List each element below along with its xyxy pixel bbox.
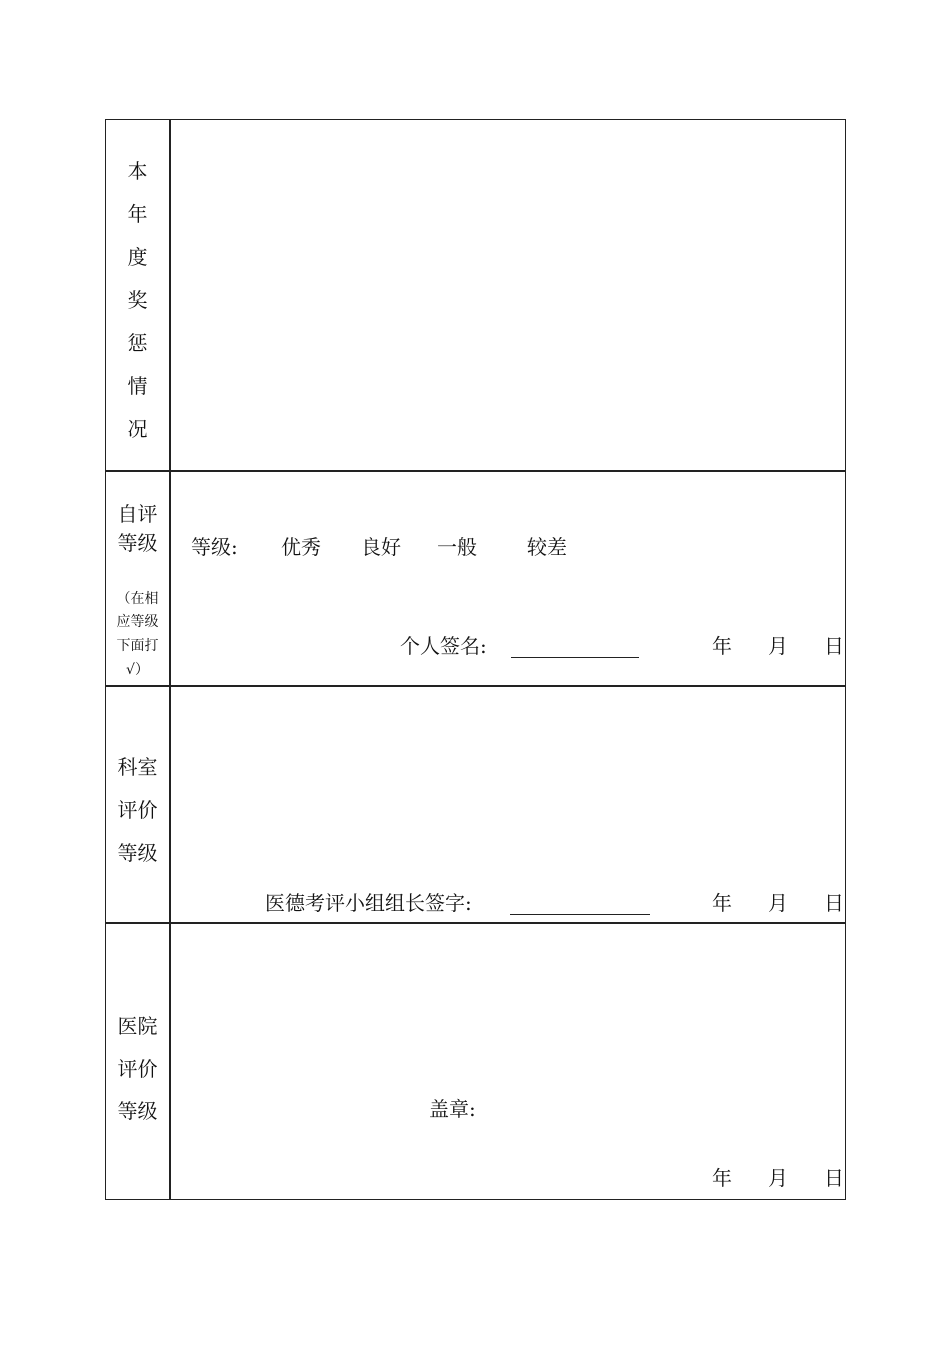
dept-eval-date-year: 年: [712, 891, 732, 915]
personal-signature-line[interactable]: [511, 657, 639, 658]
rewards-label-char: 况: [127, 417, 148, 441]
rewards-label-char: 年: [127, 202, 148, 226]
self-eval-note-line: √）: [126, 662, 149, 678]
dept-eval-date-day: 日: [824, 891, 844, 915]
row-divider-1: [106, 470, 845, 472]
hospital-eval-label-line: 医院: [117, 1014, 158, 1038]
self-eval-note-line: 下面打: [116, 638, 159, 654]
dept-eval-label-line: 科室: [117, 755, 158, 779]
rewards-label-char: 情: [127, 374, 148, 398]
self-eval-note-line: 应等级: [116, 614, 159, 630]
dept-eval-label-line: 评价: [117, 798, 158, 822]
rewards-content-area[interactable]: [171, 122, 843, 468]
seal-label: 盖章:: [429, 1097, 476, 1121]
grade-option-excellent[interactable]: 优秀: [281, 535, 321, 559]
rewards-label-char: 本: [127, 159, 148, 183]
dept-eval-label-line: 等级: [117, 841, 158, 865]
dept-signature-label: 医德考评小组组长签字:: [265, 891, 472, 915]
self-eval-date-day: 日: [824, 634, 844, 658]
self-eval-date-year: 年: [712, 634, 732, 658]
dept-eval-date-month: 月: [768, 891, 788, 915]
hospital-eval-date-year: 年: [712, 1166, 732, 1190]
grade-label: 等级:: [191, 535, 238, 559]
hospital-eval-date-day: 日: [824, 1166, 844, 1190]
grade-option-average[interactable]: 一般: [437, 535, 477, 559]
rewards-label-char: 奖: [127, 288, 148, 312]
evaluation-form: [105, 119, 846, 1200]
self-eval-label-line: 等级: [117, 531, 158, 555]
self-eval-note-line: （在相: [116, 591, 159, 607]
hospital-eval-label-line: 评价: [117, 1057, 158, 1081]
rewards-label-char: 度: [127, 245, 148, 269]
personal-signature-label: 个人签名:: [400, 634, 487, 658]
self-eval-label-line: 自评: [117, 502, 158, 526]
rewards-label-char: 惩: [127, 331, 148, 355]
hospital-eval-label-line: 等级: [117, 1099, 158, 1123]
grade-option-good[interactable]: 良好: [361, 535, 401, 559]
hospital-eval-date-month: 月: [768, 1166, 788, 1190]
self-eval-date-month: 月: [768, 634, 788, 658]
grade-option-poor[interactable]: 较差: [527, 535, 567, 559]
row-divider-2: [106, 685, 845, 687]
row-divider-3: [106, 922, 845, 924]
dept-signature-line[interactable]: [510, 914, 650, 915]
